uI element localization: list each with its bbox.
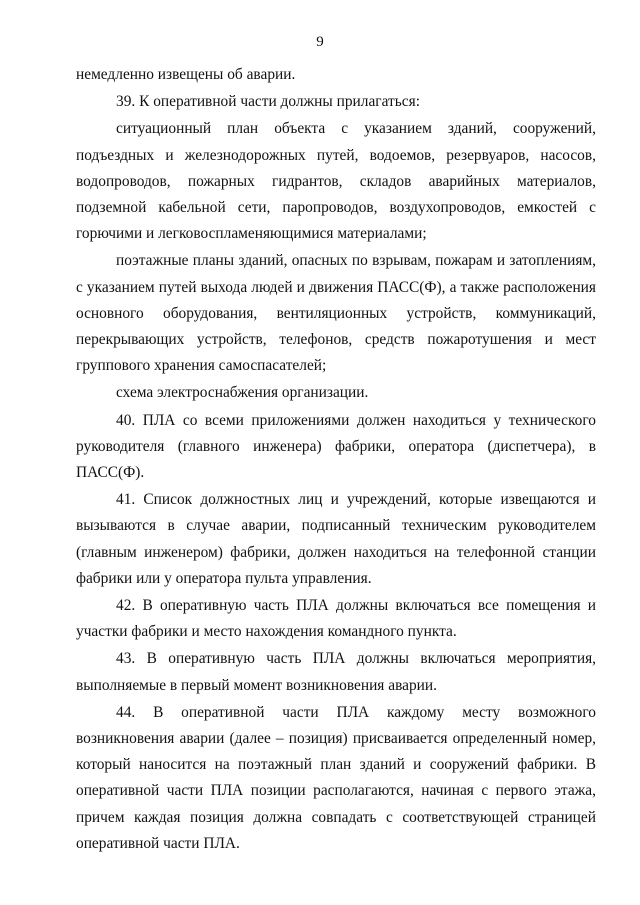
document-body (76, 62, 596, 857)
paragraph-continuation: немедленно извещены об аварии. (76, 66, 296, 83)
paragraph-42: 42. В оперативную часть ПЛА должны включаться все помещения и участки фабрики и место нахождения командного пункта. (76, 597, 596, 641)
paragraph-43: 43. В оперативную часть ПЛА должны включаться мероприятия, выполняемые в первый момент возникновения аварии. (76, 650, 596, 694)
paragraph-39-floor-plans: поэтажные планы зданий, опасных по взрывам, пожарам и затоплениям, с указанием путей выхода людей и движения ПАСС(Ф), а также расположения основного оборудования, вентиляционных устройств, коммуникаций, перекрывающих устройств, телефонов, средств пожаротушения и мест группового хранения самоспасателей; (76, 252, 596, 375)
paragraph-39-power-scheme: схема электроснабжения организации. (116, 384, 369, 402)
paragraph-44: 44. В оперативной части ПЛА каждому месту возможного возникновения аварии (далее – позиция) присваивается определенный номер, который наносится на поэтажный план зданий и сооружений фабрики. В оперативной части ПЛА позиции располагаются, начиная с первого этажа, причем каждая позиция должна совпадать с соответствующей страницей оперативной части ПЛА. (76, 703, 596, 852)
paragraph-41: 41. Список должностных лиц и учреждений, которые извещаются и вызываются в случае аварии, подписанный техническим руководителем (главным инженером) фабрики, должен находиться на телефонной станции фабрики или у оператора пульта управления. (76, 491, 596, 587)
paragraph-40: 40. ПЛА со всеми приложениями должен находиться у технического руководителя (главного инженера) фабрики, оператора (диспетчера), в ПАСС(Ф). (76, 411, 596, 482)
paragraph-39-situation-plan: ситуационный план объекта с указанием зданий, сооружений, подъездных и железнодорожных путей, водоемов, резервуаров, насосов, водопроводов, пожарных гидрантов, складов аварийных материалов, подземной кабельной сети, паропроводов, воздухопроводов, емкостей с горючими и легковоспламеняющимися материалами; (76, 120, 596, 243)
page-number: 9 (316, 34, 324, 50)
paragraph-39: 39. К оперативной части должны прилагаться: (116, 93, 420, 111)
